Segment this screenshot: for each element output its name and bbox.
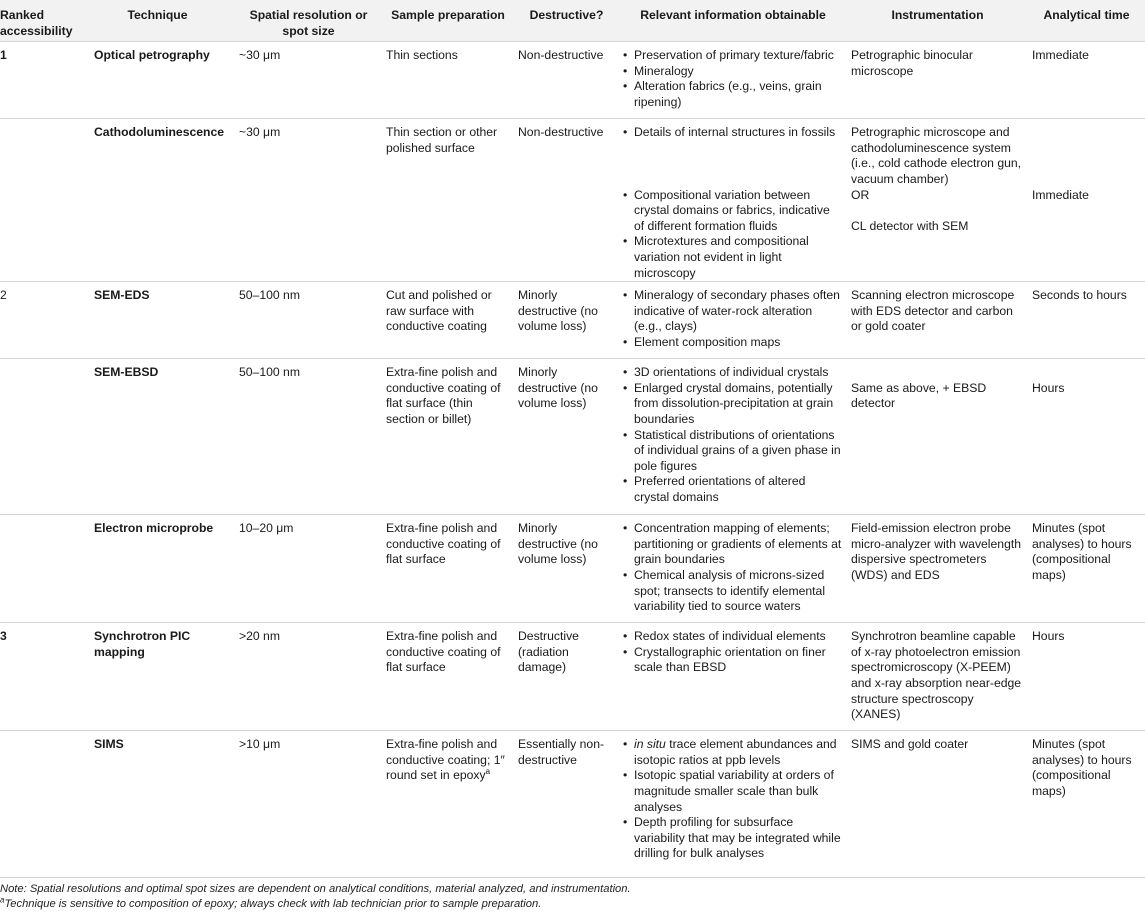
- rank-cell: [0, 731, 80, 871]
- table-row: [0, 119, 1145, 282]
- rank-cell: 2: [0, 282, 80, 359]
- rank-cell: 3: [0, 623, 80, 731]
- info-item: • Depth profiling for subsurface variability that may be integrated while drilling for bulk analyses: [623, 815, 843, 862]
- technique-cell: SEM-EDS: [80, 282, 235, 359]
- time-value: Hours: [1032, 380, 1065, 395]
- destructive-cell: Minorly destructive (no volume loss): [514, 359, 619, 515]
- header-row: [0, 0, 1145, 42]
- resolution-cell: 50–100 nm: [235, 359, 382, 515]
- info-item: • Redox states of individual elements: [623, 629, 843, 645]
- info-cell: [619, 119, 847, 282]
- footnote-text: Technique is sensitive to composition of epoxy; always check with lab technician prior to sample preparation.: [4, 898, 542, 911]
- technique-cell: Optical petrography: [80, 42, 235, 119]
- info-item: • 3D orientations of individual crystals: [623, 365, 843, 381]
- destructive-cell: Non-destructive: [514, 119, 619, 282]
- technique-cell: Electron microprobe: [80, 515, 235, 623]
- info-item: • Isotopic spatial variability at orders of magnitude smaller scale than bulk analyses: [623, 768, 843, 815]
- prep-cell: Thin section or other polished surface: [382, 119, 514, 282]
- instrumentation-or: OR: [851, 187, 870, 202]
- prep-text: Extra-fine polish and conductive coating; 1″ round set in epoxy: [386, 737, 505, 783]
- info-item: • Microtextures and compositional variation not evident in light microscopy: [623, 234, 843, 281]
- info-item: • Statistical distributions of orientations of individual grains of a given phase in pole figures: [623, 428, 843, 475]
- info-cell: [619, 282, 847, 359]
- time-cell: Immediate: [1028, 42, 1145, 119]
- info-cell: [619, 515, 847, 623]
- instrumentation-cell: [847, 359, 1028, 515]
- info-item: • Compositional variation between crystal domains or fabrics, indicative of different formation fluids: [623, 188, 843, 235]
- header-technique: Technique: [80, 0, 235, 42]
- destructive-cell: Minorly destructive (no volume loss): [514, 282, 619, 359]
- prep-cell: Thin sections: [382, 42, 514, 119]
- technique-cell: SIMS: [80, 731, 235, 871]
- info-item: • Chemical analysis of microns-sized spot; transects to identify elemental variability tied to source waters: [623, 568, 843, 615]
- header-info: Relevant information obtainable: [619, 0, 847, 42]
- info-item: • Mineralogy: [623, 64, 843, 80]
- destructive-cell: Essentially non-destructive: [514, 731, 619, 871]
- resolution-cell: 50–100 nm: [235, 282, 382, 359]
- time-cell: Hours: [1028, 623, 1145, 731]
- info-item: • Preferred orientations of altered crystal domains: [623, 474, 843, 505]
- footnote-mark: a: [0, 895, 5, 905]
- header-prep: Sample preparation: [382, 0, 514, 42]
- info-item: • Element composition maps: [623, 335, 843, 351]
- instrumentation-value: Same as above, + EBSD detector: [851, 380, 987, 411]
- time-value: Immediate: [1032, 187, 1089, 202]
- instrumentation-cell: Field-emission electron probe micro-analyzer with wavelength dispersive spectrometers (WDS) and EDS: [847, 515, 1028, 623]
- time-cell: Minutes (spot analyses) to hours (compositional maps): [1028, 515, 1145, 623]
- info-item: • Details of internal structures in fossils: [623, 125, 843, 141]
- info-cell: [619, 359, 847, 515]
- info-item: • Alteration fabrics (e.g., veins, grain ripening): [623, 79, 843, 110]
- info-item: • Concentration mapping of elements; partitioning or gradients of elements at grain boundaries: [623, 521, 843, 568]
- table-footnote: [0, 897, 1145, 913]
- info-cell: [619, 623, 847, 731]
- info-rest: trace element abundances and isotopic ratios at ppb levels: [634, 737, 837, 767]
- time-cell: Minutes (spot analyses) to hours (compositional maps): [1028, 731, 1145, 871]
- header-instrumentation: Instrumentation: [847, 0, 1028, 42]
- table-row: [0, 623, 1145, 731]
- info-item: • Enlarged crystal domains, potentially from dissolution-precipitation at grain boundaries: [623, 381, 843, 428]
- table-row: [0, 731, 1145, 871]
- table-row: [0, 515, 1145, 623]
- technique-cell: SEM-EBSD: [80, 359, 235, 515]
- header-time: Analytical time: [1028, 0, 1145, 42]
- rank-cell: 1: [0, 42, 80, 119]
- instrumentation-cell: Petrographic binocular microscope: [847, 42, 1028, 119]
- table-row: [0, 42, 1145, 119]
- time-cell: [1028, 119, 1145, 282]
- destructive-cell: Destructive (radiation damage): [514, 623, 619, 731]
- table-note: Note: Spatial resolutions and optimal spot sizes are dependent on analytical conditions, material analyzed, and instrumentation.: [0, 882, 631, 895]
- resolution-cell: ~30 μm: [235, 42, 382, 119]
- info-item: • Mineralogy of secondary phases often indicative of water-rock alteration (e.g., clays): [623, 288, 843, 335]
- instrumentation-cell: Scanning electron microscope with EDS detector and carbon or gold coater: [847, 282, 1028, 359]
- instrumentation-cell: SIMS and gold coater: [847, 731, 1028, 871]
- info-item: • Preservation of primary texture/fabric: [623, 48, 843, 64]
- instrumentation-cell: [847, 119, 1028, 282]
- time-cell: [1028, 359, 1145, 515]
- table-footer: [0, 877, 1145, 913]
- table-row: [0, 359, 1145, 515]
- resolution-cell: ~30 μm: [235, 119, 382, 282]
- prep-cell: Extra-fine polish and conductive coating of flat surface: [382, 623, 514, 731]
- info-item: • Crystallographic orientation on finer scale than EBSD: [623, 645, 843, 676]
- prep-cell: Extra-fine polish and conductive coating of flat surface: [382, 515, 514, 623]
- header-rank: Ranked accessibility: [0, 0, 80, 42]
- info-cell: [619, 42, 847, 119]
- rank-cell: [0, 119, 80, 282]
- info-italic: in situ: [634, 737, 666, 752]
- prep-cell: Extra-fine polish and conductive coating of flat surface (thin section or billet): [382, 359, 514, 515]
- rank-cell: [0, 359, 80, 515]
- resolution-cell: 10–20 μm: [235, 515, 382, 623]
- time-cell: Seconds to hours: [1028, 282, 1145, 359]
- resolution-cell: >20 nm: [235, 623, 382, 731]
- header-resolution: Spatial resolution or spot size: [235, 0, 382, 42]
- instrumentation-option-a: Petrographic microscope and cathodoluminescence system (i.e., cold cathode electron gun, vacuum chamber): [851, 125, 1022, 186]
- rank-cell: [0, 515, 80, 623]
- prep-cell: [382, 731, 514, 871]
- instrumentation-cell: Synchrotron beamline capable of x-ray photoelectron emission spectromicroscopy (X-PEEM) and x-ray absorption near-edge structure spectroscopy (XANES): [847, 623, 1028, 731]
- technique-cell: Cathodoluminescence: [80, 119, 235, 282]
- technique-cell: Synchrotron PIC mapping: [80, 623, 235, 731]
- footnote-marker: a: [485, 767, 491, 777]
- destructive-cell: Minorly destructive (no volume loss): [514, 515, 619, 623]
- info-cell: [619, 731, 847, 871]
- info-item: [623, 737, 843, 768]
- resolution-cell: >10 μm: [235, 731, 382, 871]
- header-destructive: Destructive?: [514, 0, 619, 42]
- prep-cell: Cut and polished or raw surface with conductive coating: [382, 282, 514, 359]
- instrumentation-option-b: CL detector with SEM: [851, 218, 969, 233]
- destructive-cell: Non-destructive: [514, 42, 619, 119]
- table-row: [0, 282, 1145, 359]
